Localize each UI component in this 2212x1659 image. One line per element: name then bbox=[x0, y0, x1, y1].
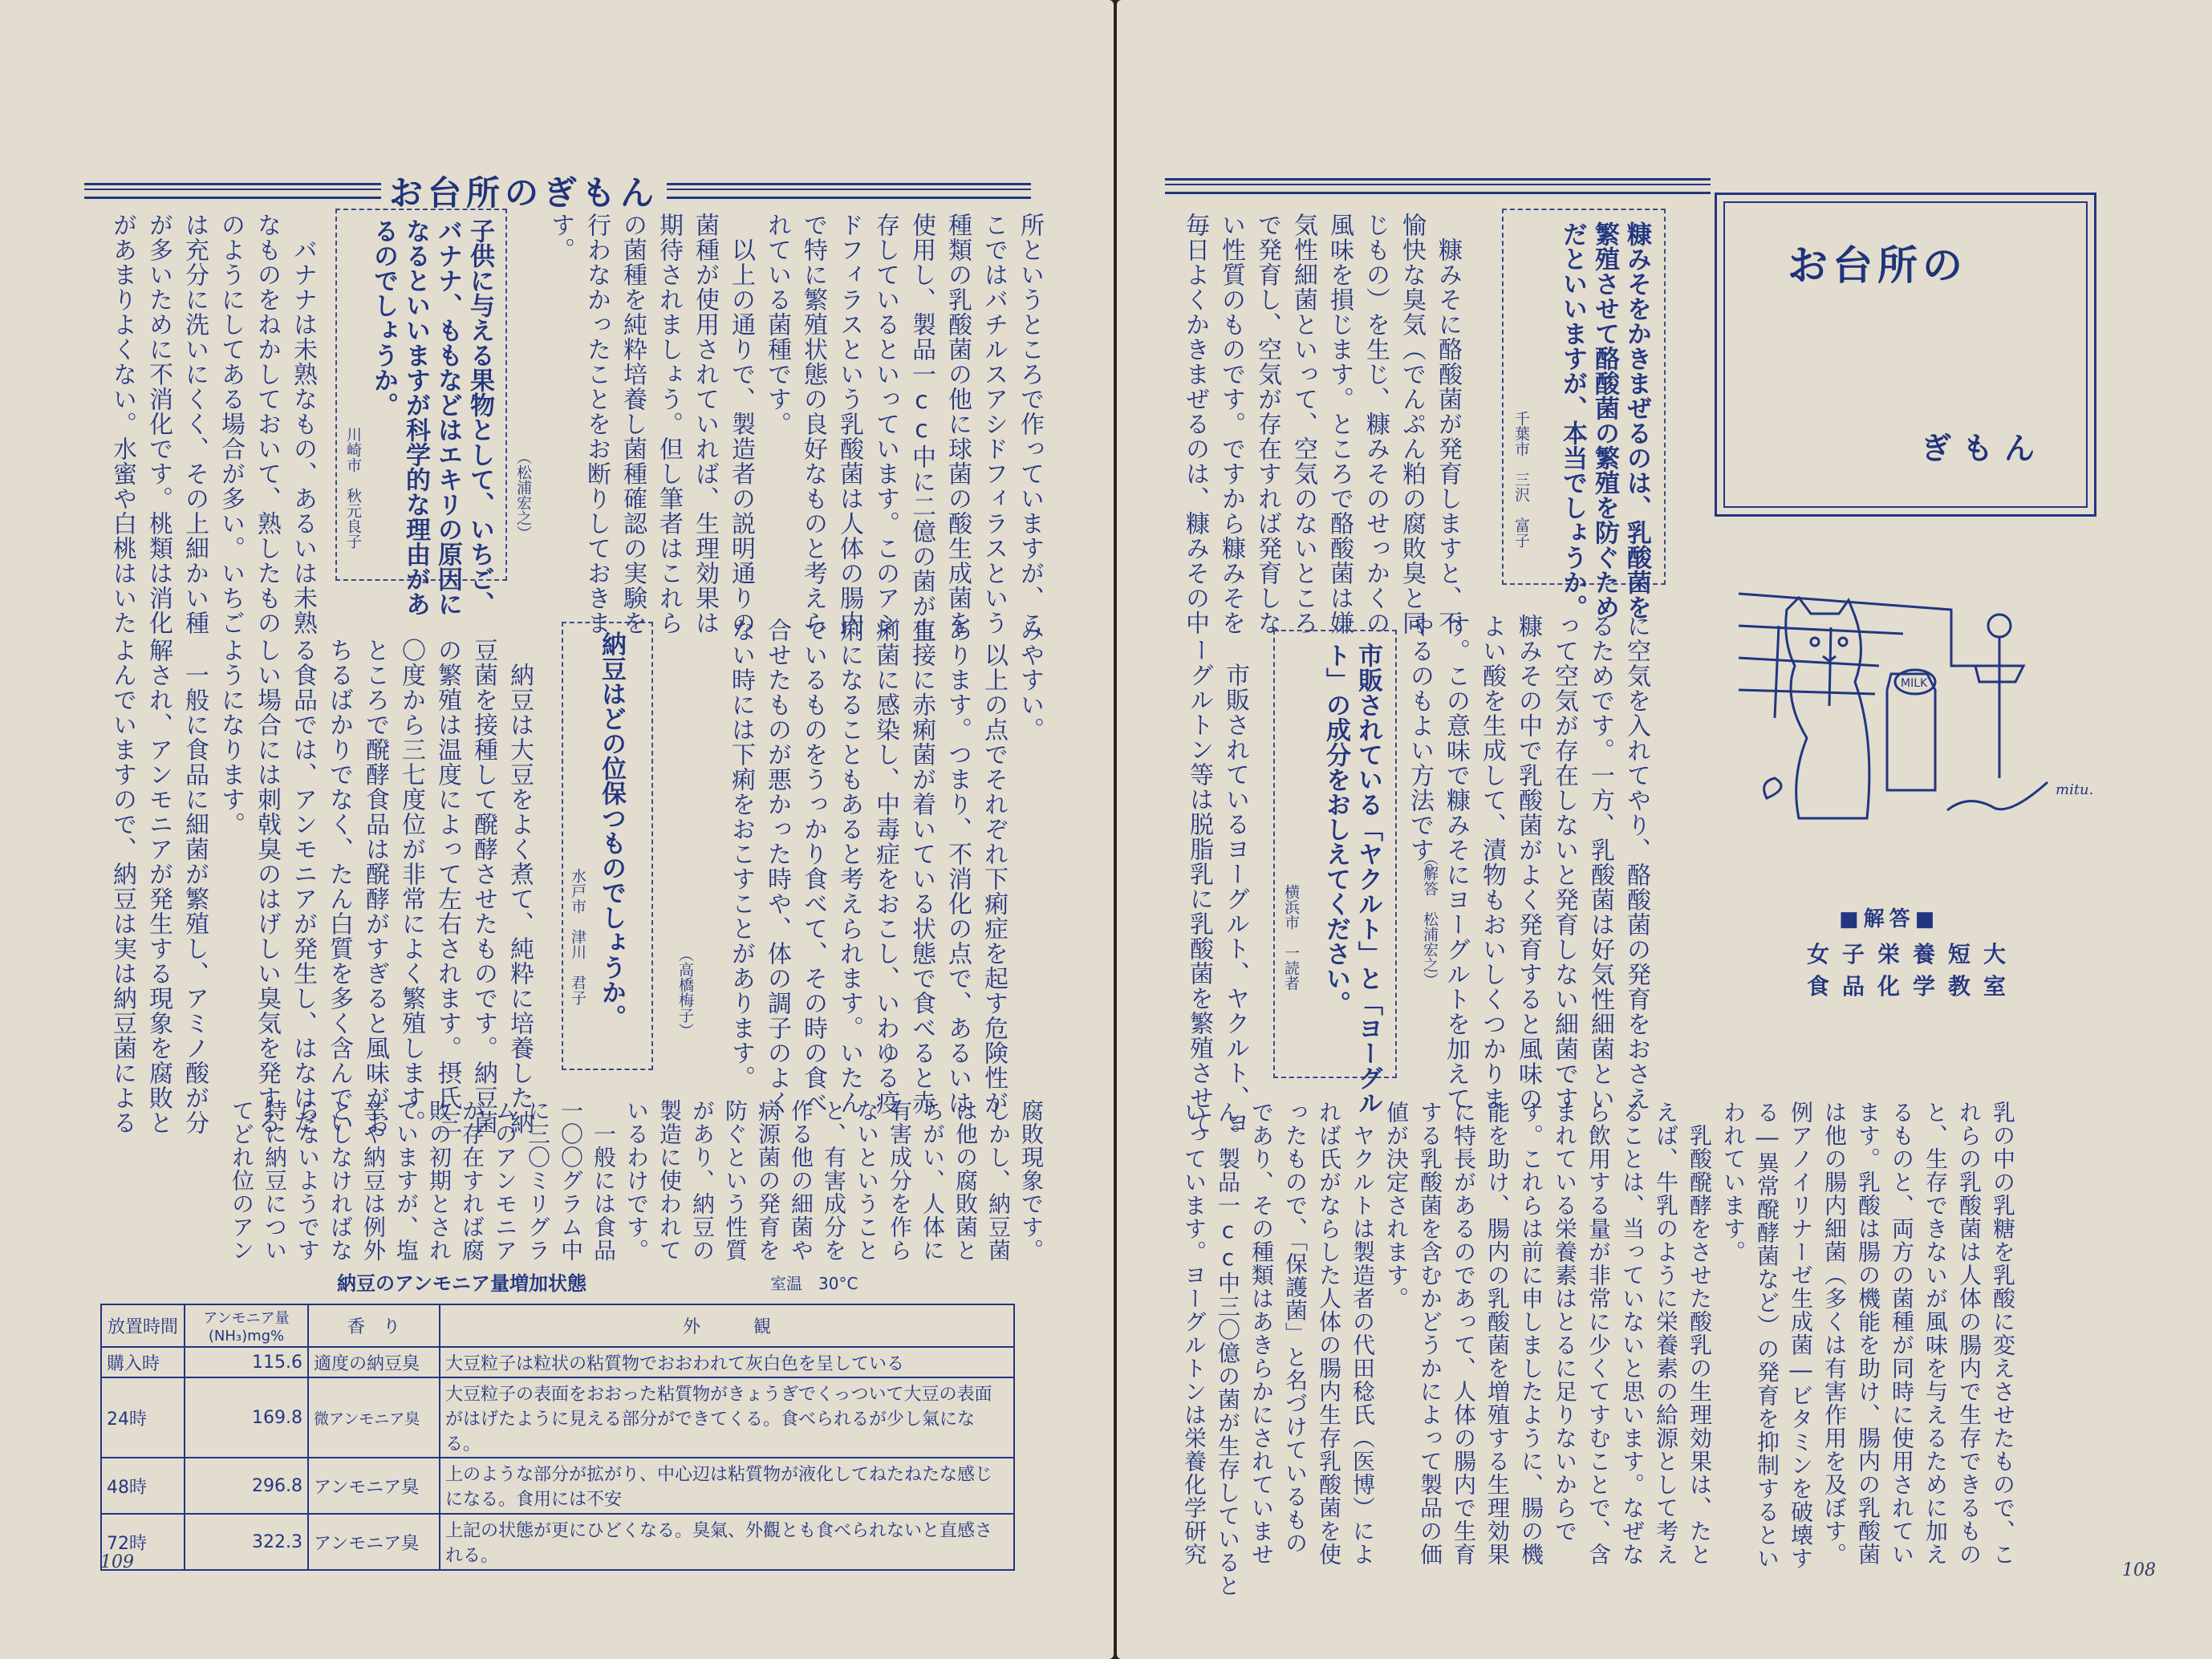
table-cell: 115.6 bbox=[185, 1347, 308, 1377]
question-text-nukamiso: 糠みそをかきまぜるのは、乳酸菌を 繁殖させて酪酸菌の繁殖を防ぐため だといいますが、本当でしょうか。 bbox=[1558, 221, 1651, 619]
question-box-fruit bbox=[335, 209, 507, 616]
table-cell: 48時 bbox=[101, 1458, 185, 1514]
question-box-nukamiso bbox=[1502, 209, 1666, 619]
table-row bbox=[101, 1347, 1014, 1377]
cat-eye bbox=[1839, 638, 1847, 646]
table-row bbox=[101, 1377, 1014, 1458]
title-text-main: お台所の bbox=[1788, 242, 1967, 289]
answer-text-nukamiso-cont: に空気を入れてやり、酪酸菌の発育をおさえ るためです。一方、乳酸菌は好気性細菌とい って空気が存在しないと発育しない細菌です 糠みその中で乳酸菌がよく発育すると風味の よい酸を生成して、漬物もおいしくつかりま す。この意味で糠みそにヨーグルトを加えて やるのもよい方法です。 bbox=[1406, 614, 1650, 1111]
table-row bbox=[101, 1458, 1014, 1514]
table-cell: 322.3 bbox=[185, 1514, 308, 1570]
answer-org-line2: 食品化学教室 bbox=[1807, 973, 2019, 1000]
table-cell: アンモニア臭 bbox=[308, 1514, 440, 1570]
question-text-fruit: 子供に与える果物として、いちご、 バナナ、ももなどはエキリの原因に なるといいますが科学的な理由があ るのでしょうか。 bbox=[369, 218, 494, 616]
header-rule-right bbox=[667, 183, 1031, 199]
page-number-right: 108 bbox=[2122, 1560, 2156, 1580]
table-cell: 169.8 bbox=[185, 1377, 308, 1458]
cat-milk-illustration bbox=[1735, 578, 2112, 842]
answer-text-yakult-cont: 所というところで作っていますが、こ こではバチルスアシドフィラスという 種類の乳酸菌の他に球菌の酸生成菌を 使用し、製品一cc中に二億の菌が生 存しているといっています。このアシ ドフィラスという乳酸菌は人体の腸内 で特に繁殖状態の良好なものと考えら れている菌種です。 以上の通りで、製造者の説明通りの 菌種が使用されていれば、生理効果は 期待されましょう。但し筆者はこれら の菌種を純粋培養し菌種確認の実験を 行わなかったことをお断りしておきま す。 bbox=[546, 213, 1044, 643]
question-sender-yakult: 横浜市 一読者 bbox=[1282, 884, 1300, 991]
answerer-name: （松浦宏之） bbox=[514, 449, 532, 541]
section-header-rule bbox=[1165, 178, 1711, 194]
question-box-yakult bbox=[1273, 630, 1397, 1115]
window-line bbox=[1739, 626, 1903, 694]
cat-eye bbox=[1811, 638, 1819, 646]
table-cell: 大豆粒子は粒状の粘質物でおおわれて灰白色を呈している bbox=[440, 1347, 1014, 1377]
question-sender: 川崎市 秋元良子 bbox=[344, 427, 362, 549]
title-text-sub: ぎもん bbox=[1920, 431, 2046, 466]
answer-text-fruit: バナナは未熟なもの、あるいは未熟 なものをねかしておいて、熟したもの のようにしてある場合が多い。いちご は充分に洗いにくく、その上細かい種 が多いために不消化です。桃類は消化 があまりよくない。水蜜や白桃はいた bbox=[108, 213, 317, 635]
title-box bbox=[1715, 193, 2096, 517]
question-box-natto bbox=[562, 622, 653, 1070]
tail-line bbox=[1947, 782, 2048, 810]
table-cell: 購入時 bbox=[101, 1347, 185, 1377]
ammonia-table bbox=[100, 1304, 1015, 1571]
answer-text-yakult-detail: 乳の中の乳糖を乳酸に変えさせたもので、こ れらの乳酸菌は人体の腸内で生存できるもの と、生存できないが風味を与えるために加え るものと、両方の菌種が同時に使用されてい ます。乳酸は腸の機能を助け、腸内の乳酸菌 は他の腸内細菌（多くは有害作用を及ぼす。 例アノイリナーゼ生成菌―ビタミンを破壊す る―異常醗酵菌など）の発育を抑制するとい われています。 乳酸醗酵をさせた酸乳の生理効果は、たと えば、牛乳のように栄養素の給源として考え ることは、当っていないと思います。なぜな ら飲用する量が非常に少くてすむことで、含 まれている栄養素はとるに足りないからで す。これらは前に申しましたように、腸の機 能を助け、腸内の乳酸菌を増殖する生理効果 に特長があるのであって、人体の腸内で生育 する乳酸菌を含むかどうかによって製品の価 値が決定されます。 ヤクルトは製造者の代田稔氏（医博）によ れば氏がならした人体の腸内生存乳酸菌を使 ったもので、「保護菌」と名づけているもの であり、その種類はあきらかにされていませ ん。製品一cc中三〇億の菌が生存していると いっています。ヨーグルトンは栄養化学研究 bbox=[1181, 1101, 2016, 1597]
table-header-cell: 放置時間 bbox=[101, 1304, 185, 1347]
answerer-name-right: （解答 松浦宏之） bbox=[1421, 850, 1439, 988]
table-cell: 296.8 bbox=[185, 1458, 308, 1514]
table-header-row bbox=[101, 1304, 1014, 1347]
header-rule bbox=[1165, 178, 1711, 194]
answer-text-natto: 納豆は大豆をよく煮て、純粋に培養した納 豆菌を接種して醗酵させたものです。納豆菌 の繁殖は温度によって左右されます。摂氏三 〇度から三七度位が非常によく繁殖します。 ところで醗酵食品は醗酵がすぎると風味がお ちるばかりでなく、たん白質を多く含んでい る食品では、アンモニアが発生し、はなはだ しい場合には刺戟臭のはげしい臭気を発する ようになります。 一般に食品に細菌が繁殖し、アミノ酸が分 解され、アンモニアが発生する現象を腐敗と よんでいますので、納豆は実は納豆菌による bbox=[108, 638, 534, 1135]
table-cell: 大豆粒子の表面をおおった粘質物がきょうぎでくっついて大豆の表面がはげたように見える部分ができてくる。食べられるが少し氣になる。 bbox=[440, 1377, 1014, 1458]
table-cell: 微アンモニア臭 bbox=[308, 1377, 440, 1458]
table-cell: 72時 bbox=[101, 1514, 185, 1570]
table-title: 納豆のアンモニア量増加状態 bbox=[337, 1272, 587, 1295]
table-cell: 上記の状態が更にひどくなる。臭氣、外觀とも食べられないと直感される。 bbox=[440, 1514, 1014, 1570]
section-header-title: お台所のぎもん bbox=[389, 173, 660, 213]
answer-text-nukamiso: 糠みそに酪酸菌が発育しますと、不 愉快な臭気（でんぷん粕の腐敗臭と同 じもの）を生じ、糠みそのせっかくの 風味を損じます。ところで酪酸菌は嫌 気性細菌といって、空気のないところ で発育し、空気が存在すれば発育しな い性質のものです。ですから糠みそを 毎日よくかきまぜるのは、糠みその中 bbox=[1181, 213, 1462, 635]
question-sender-2: 水戸市 津川 君子 bbox=[569, 868, 586, 1005]
flower-icon bbox=[1988, 615, 2011, 637]
artist-signature: mitu. bbox=[2056, 781, 2094, 798]
table-cell: 適度の納豆臭 bbox=[308, 1347, 440, 1377]
section-header bbox=[84, 167, 1031, 215]
answer-label: ■解答■ bbox=[1839, 907, 1940, 931]
page-number: 109 bbox=[100, 1552, 134, 1572]
answer-text-fruit-cont: みやすい。 以上の点でそれぞれ下痢症を起す危険性が あります。つまり、不消化の点で、あるいは 直接に赤痢菌が着いている状態で食べると赤 痢菌に感染し、中毒症をおこし、いわゆる疫 痢になることもあると考えられます。いたん でいるものをうっかり食べて、その時の食べ 合せたものが悪かった時や、体の調子のよく ない時には下痢をおこすことがあります。 bbox=[727, 618, 1044, 1115]
table-cell: 24時 bbox=[101, 1377, 185, 1458]
table-room-temp: 室温 30°C bbox=[770, 1274, 858, 1293]
table-header-cell: 香 り bbox=[308, 1304, 440, 1347]
answer-text-natto-cont: 腐敗現象です。 しかし、納豆菌 は他の腐敗菌と ちがい、人体に 有害成分を作ら ないということ と、有害成分を 作る他の細菌や 病源菌の発育を 防ぐという性質 があり、納豆の 製造に使われて いるわけです。 一般には食品 一〇〇グラム中 に三〇ミリグラ ムのアンモニア が存在すれば腐 敗の初期とされ ていますが、塩 辛や納豆は例外 としなければな らないようです 特に納豆につい てどれ位のアン bbox=[229, 1099, 1045, 1262]
table-cell: 上のような部分が拡がり、中心辺は粘質物が液化してねたねたな感じになる。食用には不安 bbox=[440, 1458, 1014, 1514]
milk-label: MILK bbox=[1901, 677, 1928, 690]
question-sender-nukamiso: 千葉市 三沢 富子 bbox=[1512, 411, 1530, 548]
question-text-natto: 納豆はどの位保つものでしょうか。 bbox=[597, 631, 626, 1029]
answer-text-yakult: 市販されているヨーグルト、ヤクルト、ヨ ーグルトン等は脱脂乳に乳酸菌を繁殖させて bbox=[1185, 638, 1249, 1135]
window-frame bbox=[1775, 626, 1831, 718]
header-rule-left bbox=[84, 183, 381, 199]
right-page bbox=[1117, 0, 2212, 1659]
table-cell: アンモニア臭 bbox=[308, 1458, 440, 1514]
table-row bbox=[101, 1514, 1014, 1570]
egg-shape bbox=[1764, 778, 1781, 798]
question-text-yakult: 市販されている「ヤクルト」と「ヨーグル ト」の成分をおしえてください。 bbox=[1321, 643, 1382, 1115]
answerer-name-2: （高橋梅子） bbox=[676, 947, 694, 1038]
table-header-cell: 外 観 bbox=[440, 1304, 1014, 1347]
table-header-cell: アンモニア量(NH₃)mg% bbox=[185, 1304, 308, 1347]
answer-org-line1: 女子栄養短大 bbox=[1807, 941, 2019, 967]
